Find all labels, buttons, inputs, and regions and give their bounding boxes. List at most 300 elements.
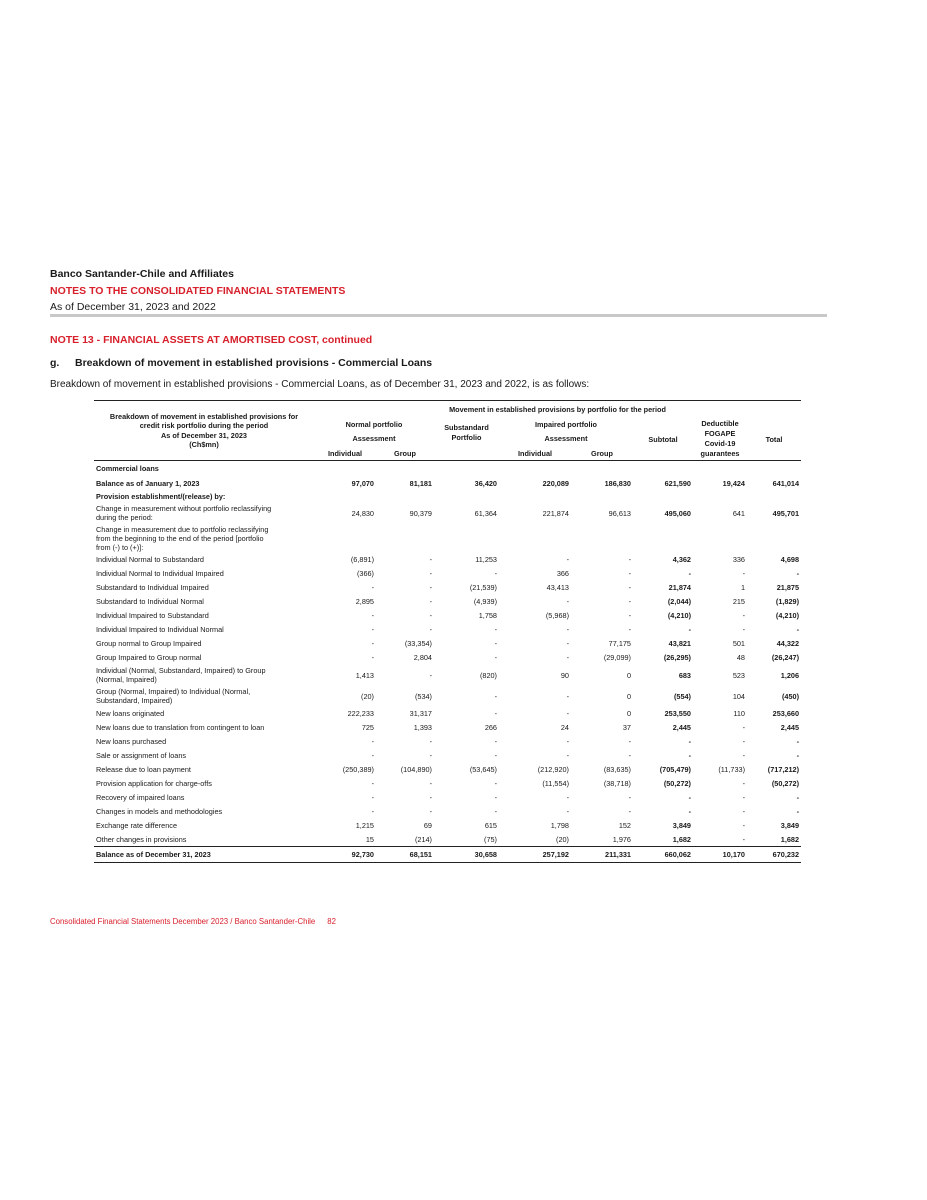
normal-portfolio-header: Normal portfolio [345, 420, 403, 429]
cell-value: - [796, 737, 800, 746]
cell-value: - [628, 569, 631, 578]
row-label-line: Sale or assignment of loans [96, 751, 187, 760]
corner-line: (Ch$mn) [189, 440, 219, 449]
cell-value: 24,830 [351, 508, 374, 518]
row-label-line: Provision application for charge-offs [96, 779, 212, 788]
cell-value: 257,192 [499, 847, 571, 863]
cell-value: 1,413 [355, 670, 374, 680]
table-row [94, 524, 801, 553]
cell-value: 495,060 [664, 508, 691, 518]
cell-value [499, 524, 571, 553]
table-row [94, 707, 801, 721]
cell-value: (29,099) [603, 653, 631, 662]
row-label-line: Provision establishment/(release) by: [96, 492, 226, 501]
cell-value: - [566, 555, 569, 564]
cell-value: 48 [736, 653, 745, 662]
row-label-line: Group Impaired to Group normal [96, 653, 202, 662]
table-row [94, 763, 801, 777]
cell-value: 96,613 [608, 508, 631, 518]
corner-line: credit risk portfolio during the period [139, 421, 269, 430]
row-label [94, 735, 314, 749]
cell-value: 97,070 [351, 478, 374, 488]
cell-value: 110 [733, 709, 745, 718]
cell-value: - [742, 821, 745, 830]
row-label [94, 524, 314, 553]
empty-cells [314, 461, 801, 476]
cell-value: (250,389) [342, 765, 374, 774]
cell-value: - [494, 709, 497, 718]
cell-value [747, 524, 801, 553]
cell-value: (50,272) [771, 779, 800, 788]
cell-value: - [494, 779, 497, 788]
assessment-header: Assessment [352, 434, 396, 443]
row-label-line: Change in measurement due to portfolio reclassifying [96, 524, 269, 534]
cell-value: - [628, 751, 631, 760]
movement-header: Movement in established provisions by portfolio for the period [314, 401, 801, 419]
company-name: Banco Santander-Chile and Affiliates [50, 268, 234, 280]
cell-value: 69 [423, 821, 432, 830]
cell-value: (450) [781, 691, 800, 701]
cell-value: (554) [673, 691, 691, 701]
row-label [94, 609, 314, 623]
cell-value: (820) [479, 670, 497, 680]
cell-value: (53,645) [469, 765, 497, 774]
table-row [94, 476, 801, 491]
substandard-line: Portfolio [451, 432, 482, 442]
cell-value: (75) [484, 834, 497, 844]
table-corner-header [94, 401, 314, 461]
cell-value: 725 [361, 723, 374, 732]
cell-value: 19,424 [722, 478, 745, 488]
table-row [94, 735, 801, 749]
cell-value: 523 [732, 670, 745, 680]
table-row [94, 581, 801, 595]
cell-value: - [494, 625, 497, 634]
row-label-line: from the beginning to the end of the period [portfolio [96, 533, 264, 543]
table-body [94, 461, 801, 863]
group-header-impaired: Group [571, 447, 633, 461]
row-label-line: Release due to loan payment [96, 765, 191, 774]
row-label-line: Balance as of January 1, 2023 [96, 478, 200, 488]
cell-value: - [429, 569, 432, 578]
row-label [94, 721, 314, 735]
row-label-line: Individual Impaired to Substandard [96, 611, 209, 620]
cell-value: - [494, 691, 497, 701]
table-row [94, 595, 801, 609]
cell-value: - [371, 653, 374, 662]
cell-value: 253,660 [772, 709, 800, 718]
page-footer [50, 917, 336, 926]
cell-value: 43,821 [668, 639, 691, 648]
cell-value: (4,210) [667, 611, 691, 620]
cell-value: (11,733) [718, 765, 745, 774]
cell-value: - [566, 737, 569, 746]
row-label-line: Individual (Normal, Substandard, Impaired) to Group [96, 666, 266, 675]
cell-value: - [494, 737, 497, 746]
cell-value: - [796, 807, 800, 816]
row-label [94, 686, 314, 707]
cell-value: - [628, 793, 631, 802]
table-row [94, 686, 801, 707]
cell-value: (534) [414, 691, 432, 701]
cell-value: - [628, 555, 631, 564]
cell-value: - [494, 807, 497, 816]
cell-value: 0 [626, 670, 631, 680]
cell-value: - [566, 597, 569, 606]
cell-value: - [371, 639, 374, 648]
cell-value: (366) [356, 569, 374, 578]
cell-value: - [796, 625, 800, 634]
notes-title: NOTES TO THE CONSOLIDATED FINANCIAL STATEMENTS [50, 285, 346, 297]
table-row [94, 461, 801, 476]
deductible-line: guarantees [700, 449, 740, 459]
row-label-line: Substandard to Individual Impaired [96, 583, 209, 592]
row-label-line: Balance as of December 31, 2023 [96, 850, 211, 859]
cell-value: - [628, 597, 631, 606]
row-label-line: Group (Normal, Impaired) to Individual (Normal, [96, 687, 251, 696]
cell-value: (26,247) [771, 653, 800, 662]
intro-paragraph: Breakdown of movement in established provisions - Commercial Loans, as of December 31, 2023 and 2022, is as follows: [50, 379, 590, 390]
cell-value: - [628, 737, 631, 746]
row-label-line: Individual Normal to Individual Impaired [96, 569, 224, 578]
cell-value: - [429, 779, 432, 788]
section-title: Breakdown of movement in established provisions - Commercial Loans [75, 357, 433, 369]
cell-value: 1,215 [355, 821, 374, 830]
cell-value: - [429, 583, 432, 592]
cell-value: - [742, 779, 745, 788]
row-label-line: New loans originated [96, 709, 165, 718]
row-label-line: Group normal to Group Impaired [96, 639, 202, 648]
cell-value: - [628, 611, 631, 620]
cell-value: - [742, 807, 745, 816]
row-label-line: Substandard, Impaired) [96, 696, 173, 705]
cell-value: - [566, 653, 569, 662]
individual-header-impaired: Individual [499, 447, 571, 461]
cell-value: (705,479) [659, 765, 691, 774]
table-row [94, 805, 801, 819]
table-row [94, 847, 801, 863]
row-label [94, 491, 314, 503]
row-label [94, 476, 314, 491]
cell-value: 501 [732, 639, 745, 648]
cell-value: - [796, 569, 800, 578]
cell-value [571, 524, 633, 553]
cell-value: - [628, 807, 631, 816]
cell-value: 4,698 [780, 555, 800, 564]
table-row [94, 637, 801, 651]
cell-value: - [429, 793, 432, 802]
cell-value: - [429, 597, 432, 606]
cell-value: 36,420 [474, 478, 497, 488]
table-row [94, 833, 801, 847]
deductible-line: Deductible [701, 419, 739, 429]
row-label [94, 651, 314, 665]
cell-value: 152 [618, 821, 631, 830]
cell-value: - [429, 611, 432, 620]
cell-value: (20) [556, 834, 569, 844]
cell-value: 215 [732, 597, 745, 606]
header-divider [50, 314, 827, 317]
cell-value: 68,151 [376, 847, 434, 863]
cell-value: (83,635) [603, 765, 631, 774]
cell-value: 336 [732, 555, 745, 564]
page-number: 82 [327, 917, 336, 926]
cell-value: - [429, 670, 432, 680]
cell-value: (11,554) [542, 779, 569, 788]
cell-value: 670,232 [747, 847, 801, 863]
cell-value: 615 [484, 821, 497, 830]
cell-value: - [566, 807, 569, 816]
cell-value: - [566, 751, 569, 760]
cell-value: - [429, 737, 432, 746]
row-label [94, 623, 314, 637]
cell-value: 104 [732, 691, 745, 701]
cell-value: 186,830 [604, 478, 631, 488]
row-label-line: Individual Normal to Substandard [96, 555, 204, 564]
row-label-line: during the period: [96, 513, 153, 522]
cell-value: - [742, 834, 745, 844]
cell-value: 90 [560, 670, 569, 680]
cell-value: (4,939) [473, 597, 497, 606]
cell-value: 0 [626, 691, 631, 701]
cell-value: (38,718) [603, 779, 631, 788]
empty-cells [314, 491, 801, 503]
cell-value: (1,829) [775, 597, 800, 606]
table-row [94, 609, 801, 623]
cell-value: 1,682 [672, 834, 691, 844]
cell-value: (33,354) [404, 639, 432, 648]
row-label [94, 819, 314, 833]
table-row [94, 749, 801, 763]
cell-value: - [742, 625, 745, 634]
row-label [94, 749, 314, 763]
provisions-table [94, 400, 801, 863]
cell-value: 266 [484, 723, 497, 732]
row-label [94, 553, 314, 567]
cell-value: 4,362 [672, 555, 691, 564]
cell-value: - [494, 639, 497, 648]
cell-value: 21,874 [668, 583, 691, 592]
cell-value: (50,272) [663, 779, 691, 788]
cell-value: 15 [365, 834, 374, 844]
row-label-line: Individual Impaired to Individual Normal [96, 625, 224, 634]
cell-value: - [742, 569, 745, 578]
cell-value: - [371, 779, 374, 788]
cell-value: 61,364 [474, 508, 497, 518]
section-letter: g. [50, 357, 60, 369]
row-label [94, 637, 314, 651]
section-heading [50, 357, 432, 369]
subtotal-header: Subtotal [633, 419, 693, 461]
deductible-line: FOGAPE [704, 429, 736, 439]
row-label-line: Change in measurement without portfolio reclassifying [96, 504, 272, 513]
cell-value: - [429, 625, 432, 634]
row-label [94, 665, 314, 686]
row-label-line: (Normal, Impaired) [96, 675, 157, 684]
cell-value: 81,181 [409, 478, 432, 488]
cell-value: 211,331 [571, 847, 633, 863]
row-label-line: Commercial loans [96, 463, 159, 473]
row-label [94, 567, 314, 581]
cell-value: - [628, 625, 631, 634]
assessment-header-impaired: Assessment [544, 434, 588, 443]
cell-value [314, 524, 376, 553]
table-row [94, 665, 801, 686]
cell-value: - [429, 751, 432, 760]
cell-value: 1,393 [413, 723, 432, 732]
table-row [94, 819, 801, 833]
row-label [94, 461, 314, 476]
row-label [94, 791, 314, 805]
cell-value: 2,804 [413, 653, 432, 662]
cell-value: - [566, 691, 569, 701]
cell-value: 2,895 [355, 597, 374, 606]
cell-value [376, 524, 434, 553]
cell-value: (214) [414, 834, 432, 844]
cell-value: - [494, 569, 497, 578]
row-label-line: Exchange rate difference [96, 821, 177, 830]
cell-value: 30,658 [434, 847, 499, 863]
cell-value: - [742, 793, 745, 802]
cell-value [693, 524, 747, 553]
cell-value: 366 [556, 569, 569, 578]
individual-header: Individual [314, 447, 376, 461]
cell-value: - [688, 737, 691, 746]
cell-value: 1,682 [780, 834, 800, 844]
cell-value: - [371, 807, 374, 816]
row-label [94, 777, 314, 791]
row-label [94, 707, 314, 721]
group-header: Group [376, 447, 434, 461]
row-label-line: Other changes in provisions [96, 834, 187, 844]
cell-value: 220,089 [542, 478, 569, 488]
table-row [94, 777, 801, 791]
row-label [94, 503, 314, 524]
as-of-date: As of December 31, 2023 and 2022 [50, 301, 216, 313]
cell-value: - [742, 723, 745, 732]
table-row [94, 791, 801, 805]
cell-value: 1,798 [550, 821, 569, 830]
cell-value: - [742, 611, 745, 620]
cell-value [434, 524, 499, 553]
cell-value: 21,875 [776, 583, 800, 592]
cell-value: - [371, 583, 374, 592]
cell-value: - [688, 625, 691, 634]
row-label [94, 595, 314, 609]
cell-value: - [371, 737, 374, 746]
cell-value: - [494, 751, 497, 760]
cell-value: 92,730 [314, 847, 376, 863]
cell-value: 2,445 [672, 723, 691, 732]
cell-value: - [429, 555, 432, 564]
cell-value: 24 [560, 723, 569, 732]
cell-value: 10,170 [693, 847, 747, 863]
note-title: NOTE 13 - FINANCIAL ASSETS AT AMORTISED COST, continued [50, 334, 373, 346]
row-label-line: Substandard to Individual Normal [96, 597, 204, 606]
total-header: Total [747, 419, 801, 461]
cell-value: - [494, 653, 497, 662]
cell-value: (21,539) [469, 583, 497, 592]
cell-value: 222,233 [347, 709, 374, 718]
cell-value: - [688, 793, 691, 802]
cell-value: (6,891) [350, 555, 374, 564]
cell-value: (4,210) [775, 611, 800, 620]
deductible-line: Covid-19 [704, 439, 736, 449]
cell-value: - [494, 793, 497, 802]
cell-value: - [688, 807, 691, 816]
cell-value: 641,014 [772, 478, 800, 488]
cell-value: - [742, 751, 745, 760]
corner-line: As of December 31, 2023 [161, 430, 247, 440]
cell-value: 660,062 [633, 847, 693, 863]
deductible-header [693, 419, 747, 461]
cell-value: - [429, 807, 432, 816]
table-row [94, 721, 801, 735]
cell-value: (2,044) [667, 597, 691, 606]
row-label-line: New loans due to translation from contingent to loan [96, 723, 265, 732]
cell-value: 641 [732, 508, 745, 518]
cell-value: 3,849 [780, 821, 800, 830]
cell-value: 1,758 [478, 611, 497, 620]
cell-value: (20) [361, 691, 374, 701]
cell-value: - [628, 583, 631, 592]
cell-value: - [371, 751, 374, 760]
cell-value: 253,550 [664, 709, 691, 718]
impaired-portfolio-header: Impaired portfolio [534, 420, 598, 429]
cell-value: 11,253 [475, 555, 497, 564]
cell-value: 31,317 [409, 709, 432, 718]
row-label [94, 847, 314, 863]
cell-value: 1,976 [612, 834, 631, 844]
cell-value: 2,445 [780, 723, 800, 732]
cell-value: - [566, 709, 569, 718]
cell-value: 621,590 [664, 478, 691, 488]
cell-value: - [566, 793, 569, 802]
cell-value: 495,701 [772, 508, 800, 518]
cell-value: (26,295) [663, 653, 691, 662]
row-label [94, 805, 314, 819]
corner-line: Breakdown of movement in established provisions for [109, 411, 299, 421]
table-row [94, 503, 801, 524]
cell-value: 37 [622, 723, 631, 732]
cell-value: - [566, 625, 569, 634]
table-row [94, 567, 801, 581]
cell-value: - [796, 751, 800, 760]
cell-value: 221,874 [542, 508, 569, 518]
cell-value: 90,379 [409, 508, 432, 518]
cell-value: (5,968) [545, 611, 569, 620]
cell-value: 77,175 [608, 639, 631, 648]
substandard-header [434, 419, 499, 447]
table-row [94, 651, 801, 665]
footer-text: Consolidated Financial Statements December 2023 / Banco Santander-Chile [50, 917, 316, 926]
cell-value: 1 [740, 583, 745, 592]
row-label [94, 581, 314, 595]
table-row [94, 553, 801, 567]
cell-value: (212,920) [537, 765, 569, 774]
row-label [94, 763, 314, 777]
cell-value: 3,849 [672, 821, 691, 830]
cell-value: 0 [626, 709, 631, 718]
cell-value [633, 524, 693, 553]
cell-value: - [688, 569, 691, 578]
row-label-line: from (-) to (+)]: [96, 542, 144, 552]
substandard-spacer [434, 447, 499, 461]
cell-value: 43,413 [546, 583, 569, 592]
row-label-line: Changes in models and methodologies [96, 807, 223, 816]
cell-value: (104,890) [400, 765, 432, 774]
cell-value: - [371, 793, 374, 802]
